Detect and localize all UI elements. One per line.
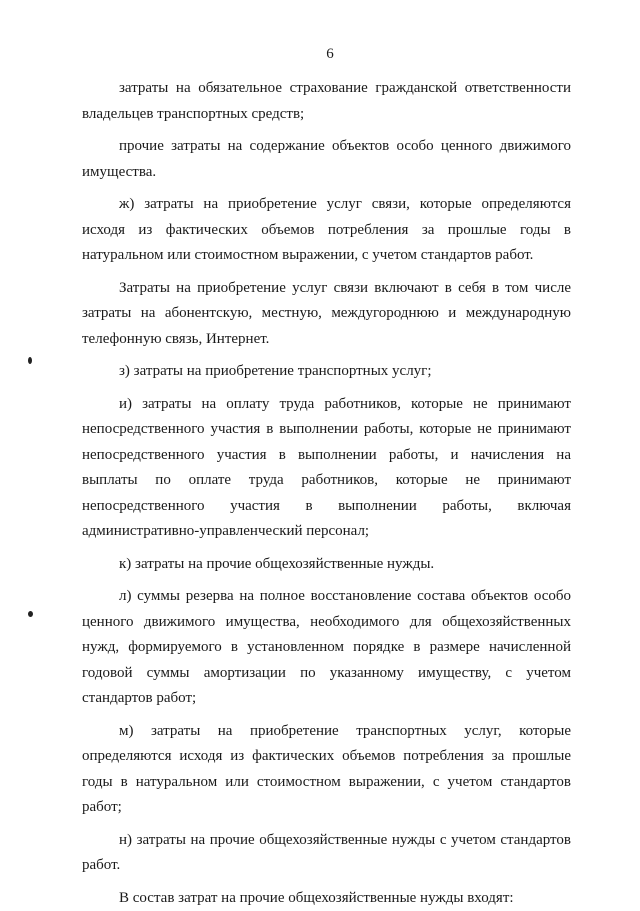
paragraph: затраты на обязательное страхование гражданской ответственности владельцев транспортных средств; xyxy=(82,76,571,127)
page-number: 6 xyxy=(0,46,640,63)
paragraph: прочие затраты на содержание объектов особо ценного движимого имущества. xyxy=(82,134,571,185)
paragraph: Затраты на приобретение услуг связи включают в себя в том числе затраты на абонентскую, местную, междугороднюю и международную телефонную связь, Интернет. xyxy=(82,276,571,353)
paragraph: м) затраты на приобретение транспортных услуг, которые определяются исходя из фактических объемов потребления за прошлые годы в натуральном или стоимостном выражении, с учетом стандартов работ; xyxy=(82,719,571,821)
document-body xyxy=(82,76,571,911)
paragraph: ж) затраты на приобретение услуг связи, которые определяются исходя из фактических объемов потребления за прошлые годы в натуральном или стоимостном выражении, с учетом стандартов работ. xyxy=(82,192,571,269)
scan-speck xyxy=(28,357,32,364)
paragraph: и) затраты на оплату труда работников, которые не принимают непосредственного участия в выполнении работы, которые не принимают непосредственного участия в выполнении работы, и начисления на выплаты по оплате труда работников, которые не принимают непосредственного участия в выполнении работы, включая административно-управленческий персонал; xyxy=(82,392,571,545)
paragraph: н) затраты на прочие общехозяйственные нужды с учетом стандартов работ. xyxy=(82,828,571,879)
paragraph: л) суммы резерва на полное восстановление состава объектов особо ценного движимого имущества, необходимого для общехозяйственных нужд, формируемого в установленном порядке в размере начисленной годовой суммы амортизации по указанному имуществу, с учетом стандартов работ; xyxy=(82,584,571,712)
paragraph: В состав затрат на прочие общехозяйственные нужды входят: xyxy=(82,886,571,911)
paragraph: к) затраты на прочие общехозяйственные нужды. xyxy=(82,552,571,578)
paragraph: з) затраты на приобретение транспортных услуг; xyxy=(82,359,571,385)
scan-speck xyxy=(28,611,33,617)
